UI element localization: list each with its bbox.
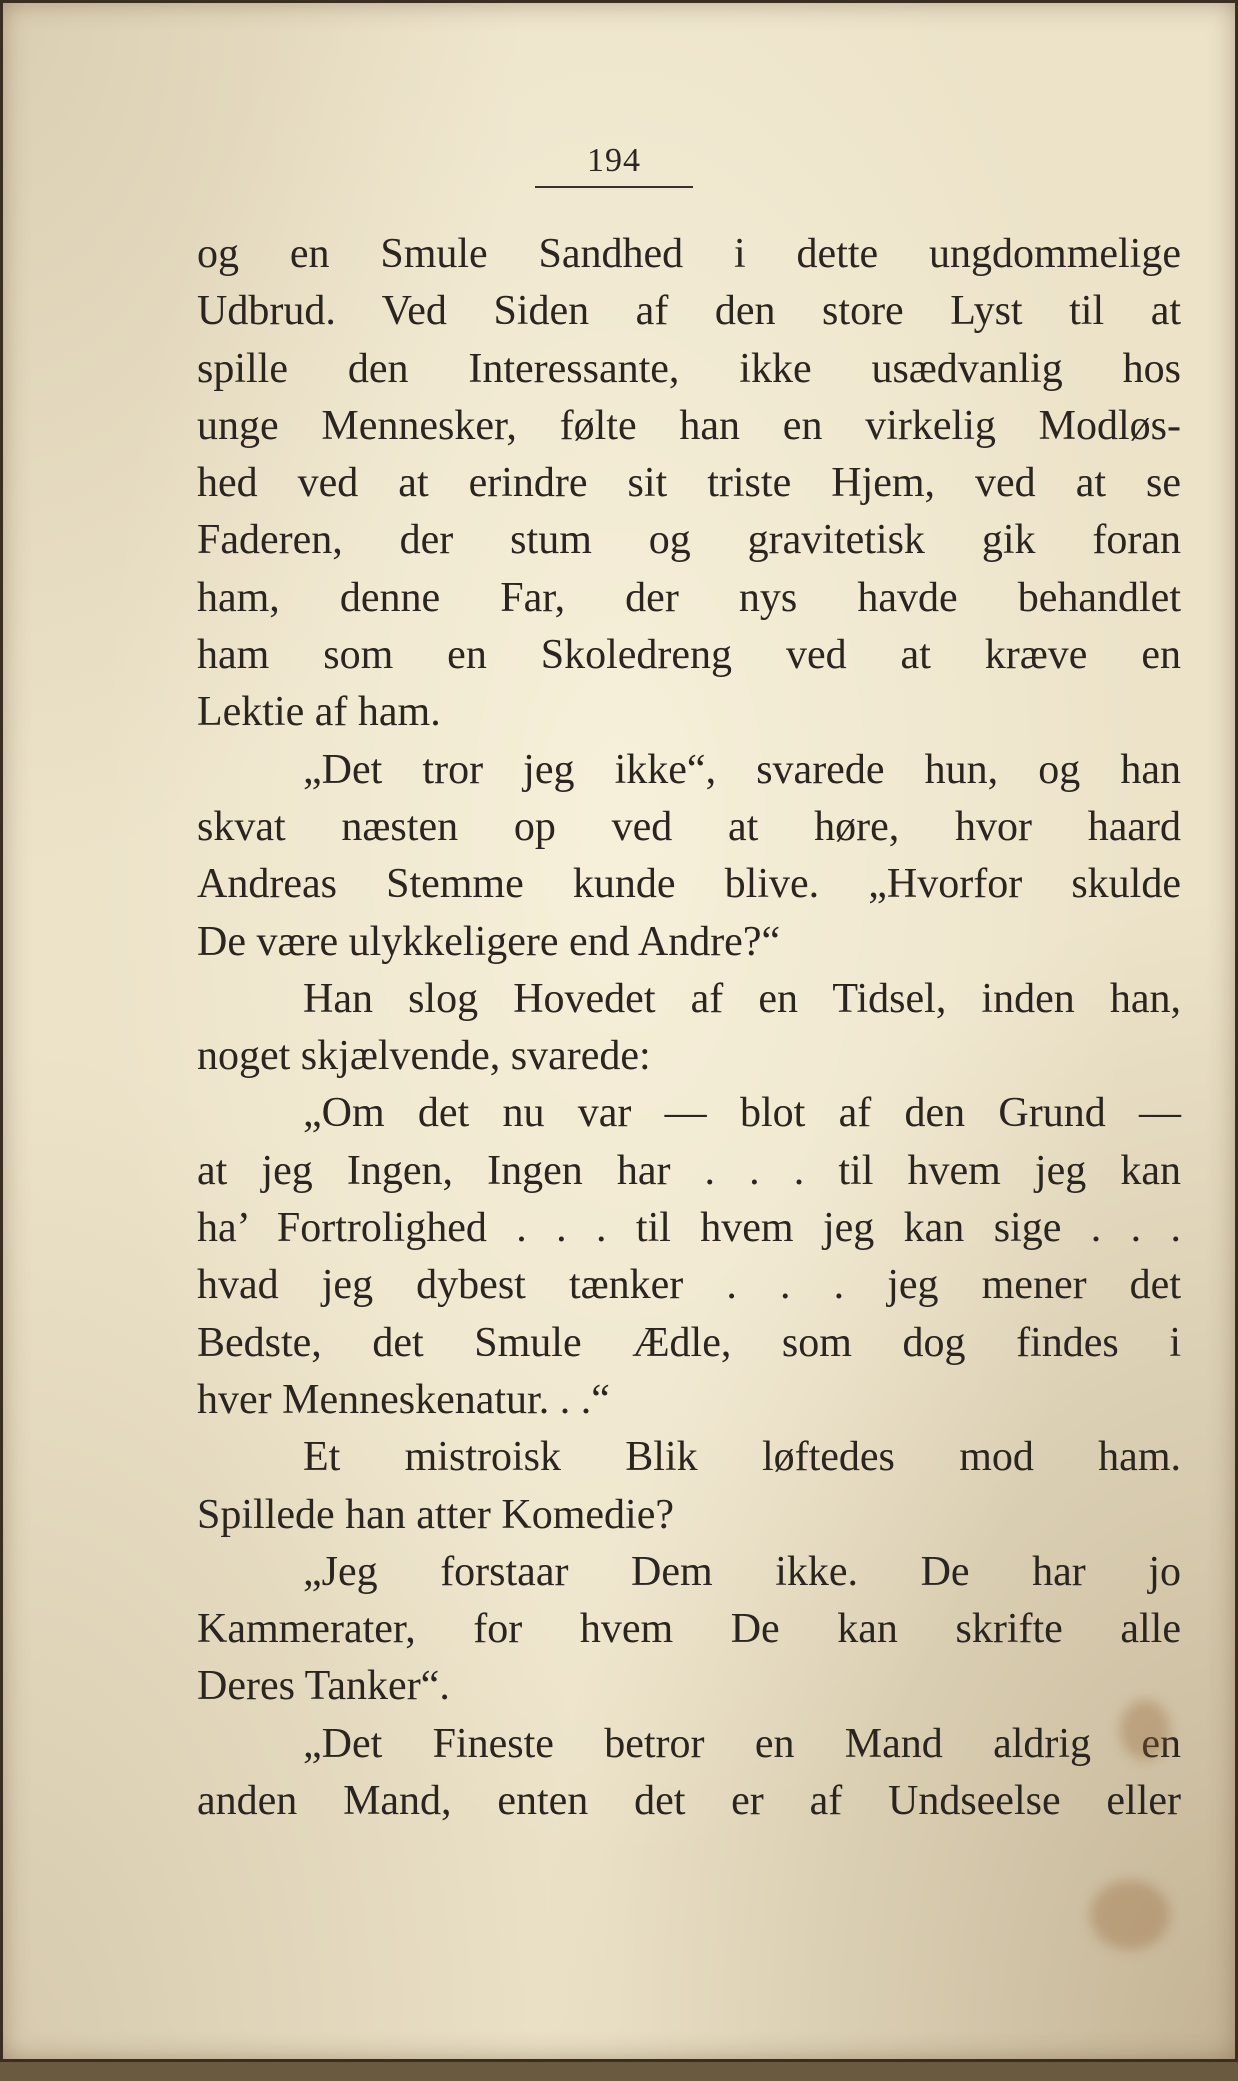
text-line: „Det tror jeg ikke“, svarede hun, og han: [303, 746, 1181, 793]
text-line: De være ulykkeligere end Andre?“: [197, 918, 781, 965]
text-line: ham, denne Far, der nys havde behandlet: [197, 574, 1181, 621]
text-line: hed ved at erindre sit triste Hjem, ved at se: [197, 460, 1181, 507]
text-line: Han slog Hovedet af en Tidsel, inden han,: [303, 975, 1181, 1022]
paper-stain: [1090, 1880, 1170, 1950]
text-line: spille den Interessante, ikke usædvanlig hos: [197, 345, 1181, 392]
page-number-rule: [535, 186, 693, 188]
paragraph: [197, 1429, 1181, 1544]
text-line: noget skjælvende, svarede:: [197, 1033, 651, 1080]
text-line: „Det Fineste betror en Mand aldrig en: [303, 1720, 1181, 1767]
paragraph: [197, 742, 1181, 971]
text-line: Faderen, der stum og gravitetisk gik foran: [197, 517, 1181, 564]
text-line: ha’ Fortrolighed . . . til hvem jeg kan sige . . .: [197, 1205, 1181, 1252]
text-line: Andreas Stemme kunde blive. „Hvorfor skulde: [197, 861, 1181, 908]
text-line: Udbrud. Ved Siden af den store Lyst til at: [197, 288, 1181, 335]
text-line: og en Smule Sandhed i dette ungdommelige: [197, 231, 1181, 277]
body-text: [197, 226, 1181, 1830]
text-line: „Jeg forstaar Dem ikke. De har jo: [303, 1548, 1181, 1595]
text-line: hver Menneskenatur. . .“: [197, 1376, 610, 1423]
text-line: Et mistroisk Blik løftedes mod ham.: [303, 1434, 1181, 1481]
paragraph: [197, 1716, 1181, 1831]
paragraph: [197, 1085, 1181, 1429]
text-line: skvat næsten op ved at høre, hvor haard: [197, 803, 1181, 850]
text-line: Bedste, det Smule Ædle, som dog findes i: [197, 1319, 1181, 1366]
paper-stain: [1120, 1700, 1170, 1760]
paragraph: [197, 971, 1181, 1086]
text-line: hvad jeg dybest tænker . . . jeg mener det: [197, 1262, 1181, 1309]
text-line: anden Mand, enten det er af Undseelse eller: [197, 1778, 1181, 1825]
text-line: unge Mennesker, følte han en virkelig Modløs-: [197, 402, 1181, 449]
text-line: Kammerater, for hvem De kan skrifte alle: [197, 1606, 1181, 1653]
paragraph: [197, 226, 1181, 742]
text-line: Deres Tanker“.: [197, 1663, 450, 1710]
text-line: „Om det nu var — blot af den Grund —: [303, 1090, 1181, 1137]
text-line: Lektie af ham.: [197, 689, 441, 736]
paragraph: [197, 1544, 1181, 1716]
text-line: ham som en Skoledreng ved at kræve en: [197, 632, 1181, 679]
page-number: 194: [587, 142, 641, 179]
text-line: Spillede han atter Komedie?: [197, 1491, 674, 1538]
text-line: at jeg Ingen, Ingen har . . . til hvem jeg kan: [197, 1147, 1181, 1194]
